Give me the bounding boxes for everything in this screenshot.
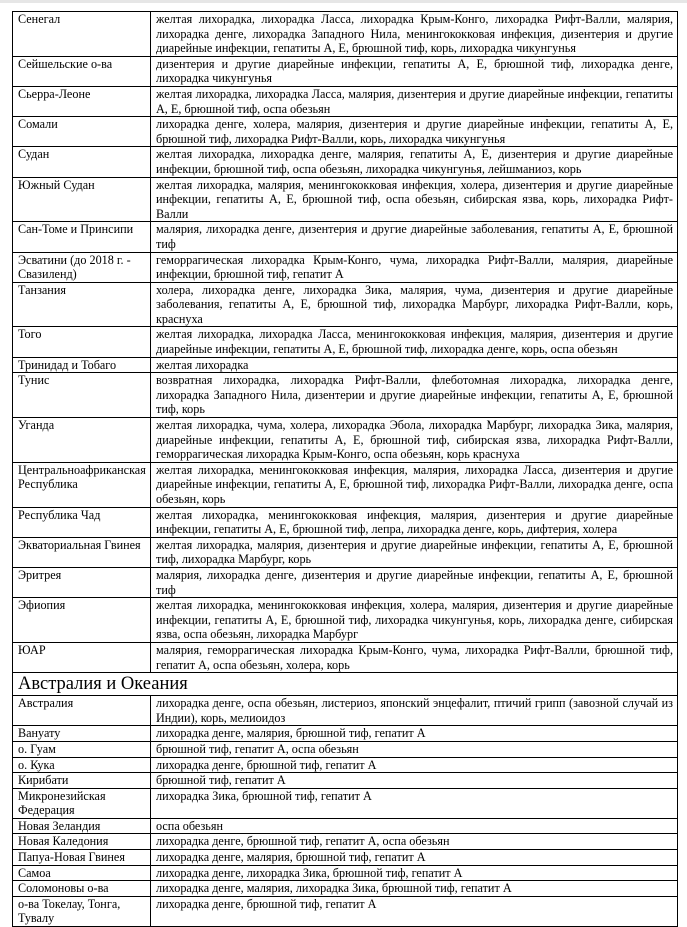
diseases-cell: желтая лихорадка, лихорадка Ласса, лихорадка Крым-Конго, лихорадка Рифт-Валли, малярия, лихорадка денге, лихорадка Западного Нила, менингококковая инфекция, дизентерия и другие диарейные инфекции, гепатиты А, Е, брюшной тиф, корь, лихорадка чикунгунья: [151, 12, 678, 57]
country-cell: Южный Судан: [13, 177, 151, 222]
diseases-cell: желтая лихорадка, малярия, дизентерия и другие диарейные инфекции, гепатиты А, Е, брюшной тиф, лихорадка Марбург, корь: [151, 537, 678, 567]
table-row: [13, 537, 678, 567]
table-row: [13, 252, 678, 282]
country-cell: Сомали: [13, 117, 151, 147]
country-cell: Сейшельские о-ва: [13, 56, 151, 86]
diseases-cell: лихорадка денге, малярия, брюшной тиф, гепатит А: [151, 726, 678, 742]
section-heading-oceania: Австралия и Океания: [13, 673, 678, 696]
country-cell: Республика Чад: [13, 507, 151, 537]
country-cell: Вануату: [13, 726, 151, 742]
diseases-cell: желтая лихорадка, лихорадка Ласса, малярия, дизентерия и другие диарейные инфекции, гепатиты А, Е, брюшной тиф, оспа обезьян: [151, 86, 678, 116]
diseases-cell: желтая лихорадка: [151, 357, 678, 373]
diseases-cell: лихорадка денге, брюшной тиф, гепатит А: [151, 896, 678, 926]
diseases-cell: желтая лихорадка, лихорадка Ласса, менингококковая инфекция, малярия, дизентерия и другие диарейные инфекции, гепатиты А, Е, брюшной тиф, лихорадка денге, корь, оспа обезьян: [151, 327, 678, 357]
country-cell: Эритрея: [13, 567, 151, 597]
country-cell: Судан: [13, 147, 151, 177]
table-row: [13, 147, 678, 177]
diseases-cell: холера, лихорадка денге, лихорадка Зика, малярия, чума, дизентерия и другие диарейные заболевания, гепатиты А, Е, брюшной тиф, лихорадка Марбург, лихорадка Рифт-Валли, корь, краснуха: [151, 282, 678, 327]
diseases-cell: лихорадка денге, брюшной тиф, гепатит А, оспа обезьян: [151, 834, 678, 850]
table-row: [13, 818, 678, 834]
africa-rows: [13, 12, 678, 673]
table-row: [13, 726, 678, 742]
country-cell: Уганда: [13, 418, 151, 463]
country-cell: о. Гуам: [13, 741, 151, 757]
table-row: [13, 865, 678, 881]
diseases-cell: лихорадка денге, лихорадка Зика, брюшной тиф, гепатит А: [151, 865, 678, 881]
country-cell: Экваториальная Гвинея: [13, 537, 151, 567]
diseases-cell: желтая лихорадка, менингококковая инфекция, холера, малярия, дизентерия и другие диарейные инфекции, гепатиты А, Е, брюшной тиф, лихорадка чикунгунья, корь, лихорадка денге, сибирская язва, оспа обезьян, лихорадка Марбург: [151, 598, 678, 643]
table-row: [13, 834, 678, 850]
country-cell: Тунис: [13, 373, 151, 418]
table-row: [13, 282, 678, 327]
country-cell: Сан-Томе и Принсипи: [13, 222, 151, 252]
country-cell: о. Кука: [13, 757, 151, 773]
table-row: [13, 56, 678, 86]
table-row: [13, 896, 678, 926]
diseases-cell: дизентерия и другие диарейные инфекции, гепатиты А, Е, брюшной тиф, лихорадка денге, лихорадка чикунгунья: [151, 56, 678, 86]
country-cell: Кирибати: [13, 773, 151, 789]
diseases-cell: брюшной тиф, гепатит А, оспа обезьян: [151, 741, 678, 757]
diseases-cell: малярия, геморрагическая лихорадка Крым-Конго, чума, лихорадка Рифт-Валли, брюшной тиф, гепатит А, оспа обезьян, холера, корь: [151, 642, 678, 672]
diseases-cell: желтая лихорадка, лихорадка денге, малярия, гепатиты А, Е, дизентерия и другие диарейные инфекции, брюшной тиф, оспа обезьян, лихорадка чикунгунья, лейшманиоз, корь: [151, 147, 678, 177]
diseases-cell: лихорадка денге, брюшной тиф, гепатит А: [151, 757, 678, 773]
diseases-cell: оспа обезьян: [151, 818, 678, 834]
diseases-cell: возвратная лихорадка, лихорадка Рифт-Валли, флеботомная лихорадка, лихорадка денге, лихорадка Западного Нила, дизентерии и другие диарейные инфекции, гепатиты А, Е, брюшной тиф, корь: [151, 373, 678, 418]
country-cell: Новая Каледония: [13, 834, 151, 850]
table-row: [13, 418, 678, 463]
country-cell: о-ва Токелау, Тонга, Тувалу: [13, 896, 151, 926]
table-row: [13, 373, 678, 418]
country-cell: Центральноафриканская Республика: [13, 462, 151, 507]
country-cell: Самоа: [13, 865, 151, 881]
diseases-cell: желтая лихорадка, менингококковая инфекция, малярия, лихорадка Ласса, дизентерия и другие диарейные инфекции, гепатиты А, Е, брюшной тиф, лихорадка Рифт-Валли, лихорадка денге, оспа обезьян, корь: [151, 462, 678, 507]
table-row: [13, 881, 678, 897]
table-row: [13, 642, 678, 672]
country-cell: Сенегал: [13, 12, 151, 57]
diseases-cell: желтая лихорадка, малярия, менингококковая инфекция, холера, дизентерия и другие диарейные инфекции, гепатиты А, Е, брюшной тиф, оспа обезьян, сибирская язва, корь, лихорадка Рифт-Валли: [151, 177, 678, 222]
table-row: [13, 12, 678, 57]
country-cell: Эсватини (до 2018 г. - Свазиленд): [13, 252, 151, 282]
country-cell: Сьерра-Леоне: [13, 86, 151, 116]
country-cell: Новая Зеландия: [13, 818, 151, 834]
disease-by-country-table: [12, 11, 678, 927]
country-cell: Австралия: [13, 696, 151, 726]
table-row: [13, 507, 678, 537]
table-row: [13, 788, 678, 818]
table-row: [13, 222, 678, 252]
table-row: [13, 177, 678, 222]
diseases-cell: желтая лихорадка, чума, холера, лихорадка Эбола, лихорадка Марбург, лихорадка Зика, малярия, диарейные инфекции, гепатиты А, Е, брюшной тиф, сибирская язва, лихорадка Рифт-Валли, геморрагическая лихорадка Крым-Конго, оспа обезьян, корь краснуха: [151, 418, 678, 463]
table-row: [13, 327, 678, 357]
table-row: [13, 86, 678, 116]
country-cell: Эфиопия: [13, 598, 151, 643]
country-cell: Папуа-Новая Гвинея: [13, 850, 151, 866]
diseases-cell: малярия, лихорадка денге, дизентерия и другие диарейные инфекции, гепатиты А, Е, брюшной тиф: [151, 567, 678, 597]
table-row: [13, 850, 678, 866]
table-row: [13, 741, 678, 757]
table-row: [13, 462, 678, 507]
table-row: [13, 598, 678, 643]
country-cell: Тринидад и Тобаго: [13, 357, 151, 373]
diseases-cell: брюшной тиф, гепатит А: [151, 773, 678, 789]
diseases-cell: малярия, лихорадка денге, дизентерия и другие диарейные заболевания, гепатиты А, Е, брюшной тиф: [151, 222, 678, 252]
country-cell: Того: [13, 327, 151, 357]
country-cell: ЮАР: [13, 642, 151, 672]
table-row: [13, 567, 678, 597]
diseases-cell: лихорадка денге, холера, малярия, дизентерия и другие диарейные инфекции, гепатиты А, Е, брюшной тиф, лихорадка Рифт-Валли, корь, лихорадка чикунгунья: [151, 117, 678, 147]
diseases-cell: лихорадка Зика, брюшной тиф, гепатит А: [151, 788, 678, 818]
diseases-cell: лихорадка денге, оспа обезьян, листериоз, японский энцефалит, птичий грипп (завозной случай из Индии), корь, мелиоидоз: [151, 696, 678, 726]
table-row: [13, 696, 678, 726]
diseases-cell: желтая лихорадка, менингококковая инфекция, малярия, дизентерия и другие диарейные инфекции, гепатиты А, Е, брюшной тиф, лепра, лихорадка денге, корь, дифтерия, холера: [151, 507, 678, 537]
oceania-section: [13, 673, 678, 696]
section-heading-row: [13, 673, 678, 696]
oceania-rows: [13, 696, 678, 927]
table-row: [13, 773, 678, 789]
diseases-cell: лихорадка денге, малярия, лихорадка Зика, брюшной тиф, гепатит А: [151, 881, 678, 897]
country-cell: Микронезийская Федерация: [13, 788, 151, 818]
table-row: [13, 357, 678, 373]
table-row: [13, 117, 678, 147]
country-cell: Соломоновы о-ва: [13, 881, 151, 897]
diseases-cell: лихорадка денге, малярия, брюшной тиф, гепатит А: [151, 850, 678, 866]
country-cell: Танзания: [13, 282, 151, 327]
table-row: [13, 757, 678, 773]
page-top-rule: [0, 0, 687, 3]
diseases-cell: геморрагическая лихорадка Крым-Конго, чума, лихорадка Рифт-Валли, малярия, диарейные инфекции, брюшной тиф, гепатит А: [151, 252, 678, 282]
